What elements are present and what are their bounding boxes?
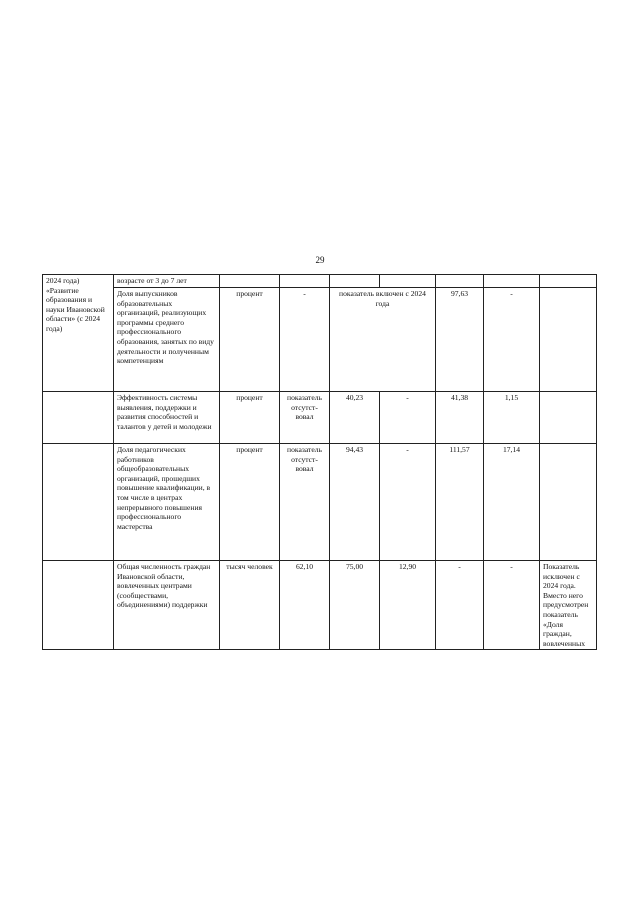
note-cell (540, 275, 597, 288)
empty-cell (43, 392, 114, 444)
value-cell: 75,00 (330, 561, 380, 650)
value-cell (280, 275, 330, 288)
value-cell: 12,90 (380, 561, 436, 650)
unit-cell: процент (220, 288, 280, 392)
note-cell: Показатель исключен с 2024 года. Вместо него предусмотрен показатель «Доля граждан, вовлеченных (540, 561, 597, 650)
value-cell: - (380, 392, 436, 444)
empty-cell (43, 561, 114, 650)
value-cell: 97,63 (436, 288, 484, 392)
value-cell: 1,15 (484, 392, 540, 444)
indicator-name: Доля педагогических работников общеобразовательных организаций, прошедших повышение квалификации, в том числе в центрах непрерывного повышения профессионального мастерства (114, 444, 220, 561)
value-cell: 41,38 (436, 392, 484, 444)
merged-status-cell: показатель включен с 2024 года (330, 288, 436, 392)
value-cell: - (380, 444, 436, 561)
value-cell: - (484, 288, 540, 392)
value-cell (380, 275, 436, 288)
value-cell: 62,10 (280, 561, 330, 650)
unit-cell (220, 275, 280, 288)
value-cell: 17,14 (484, 444, 540, 561)
program-name-cell: 2024 года) «Развитие образования и науки Ивановской области» (с 2024 года) (43, 275, 114, 392)
empty-cell (43, 444, 114, 561)
value-cell: - (436, 561, 484, 650)
value-cell (540, 444, 597, 561)
table-row (43, 444, 597, 561)
table-row (43, 288, 597, 392)
indicator-name: Доля выпускников образовательных организаций, реализующих программы среднего профессионального образования, занятых по виду деятельности и полученным компетенциям (114, 288, 220, 392)
value-cell: 94,43 (330, 444, 380, 561)
indicator-name: возрасте от 3 до 7 лет (114, 275, 220, 288)
table-row (43, 392, 597, 444)
value-cell (330, 275, 380, 288)
unit-cell: тысяч человек (220, 561, 280, 650)
table-row (43, 275, 597, 288)
value-cell (484, 275, 540, 288)
value-cell: 111,57 (436, 444, 484, 561)
indicators-table (42, 274, 597, 650)
value-cell: - (280, 288, 330, 392)
value-cell: показатель отсутст-вовал (280, 392, 330, 444)
indicator-name: Эффективность системы выявления, поддержки и развития способностей и талантов у детей и молодежи (114, 392, 220, 444)
indicator-name: Общая численность граждан Ивановской области, вовлеченных центрами (сообществами, объединениями) поддержки (114, 561, 220, 650)
value-cell (540, 288, 597, 392)
value-cell: - (484, 561, 540, 650)
table-row (43, 561, 597, 650)
value-cell (436, 275, 484, 288)
value-cell: показатель отсутст-вовал (280, 444, 330, 561)
unit-cell: процент (220, 392, 280, 444)
page-number: 29 (315, 255, 325, 265)
value-cell: 40,23 (330, 392, 380, 444)
unit-cell: процент (220, 444, 280, 561)
value-cell (540, 392, 597, 444)
